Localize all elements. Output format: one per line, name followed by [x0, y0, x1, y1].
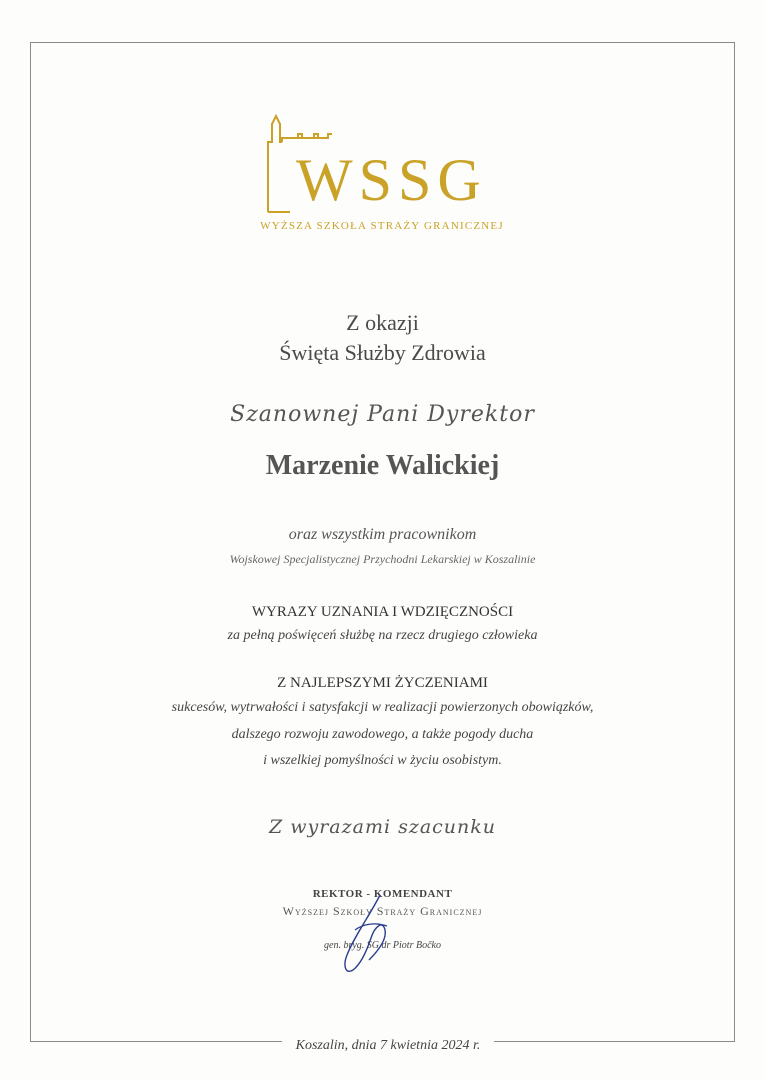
- staff-line-1: oraz wszystkim pracownikom: [288, 526, 477, 543]
- occasion-line-1: Z okazji: [346, 310, 419, 335]
- salutation: Szanownej Pani Dyrektor: [230, 402, 535, 427]
- gratitude-text: za pełną poświęceń służbę na rzecz drugiego człowieka: [227, 628, 538, 643]
- signatory-role: REKTOR - KOMENDANT: [312, 888, 453, 900]
- logo-full-name: WYŻSZA SZKOŁA STRAŻY GRANICZNEJ: [260, 220, 504, 232]
- handwritten-signature: [325, 890, 405, 980]
- recipient-name: Marzenie Walickiej: [265, 450, 500, 481]
- wishes-line-3: i wszelkiej pomyślności w życiu osobistym.: [263, 753, 502, 768]
- wishes-heading: Z NAJLEPSZYMI ŻYCZENIAMI: [277, 675, 488, 691]
- signatory-name: gen. bryg. SG dr Piotr Bočko: [324, 940, 441, 951]
- wishes-line-2: dalszego rozwoju zawodowego, a także pogody ducha: [231, 727, 534, 742]
- wishes-line-1: sukcesów, wytrwałości i satysfakcji w realizacji powierzonych obowiązków,: [171, 700, 594, 715]
- place-and-date: Koszalin, dnia 7 kwietnia 2024 r.: [282, 1038, 494, 1054]
- logo-acronym: WSSG: [296, 147, 487, 213]
- closing-regards: Z wyrazami szacunku: [268, 816, 497, 838]
- signatory-school: Wyższej Szkoły Straży Granicznej: [282, 904, 483, 918]
- gratitude-heading: WYRAZY UZNANIA I WDZIĘCZNOŚCI: [251, 604, 514, 620]
- occasion-line-2: Święta Służby Zdrowia: [279, 340, 486, 365]
- staff-line-2: Wojskowej Specjalistycznej Przychodni Lekarskiej w Koszalinie: [229, 552, 536, 566]
- wssg-logo: [258, 112, 506, 237]
